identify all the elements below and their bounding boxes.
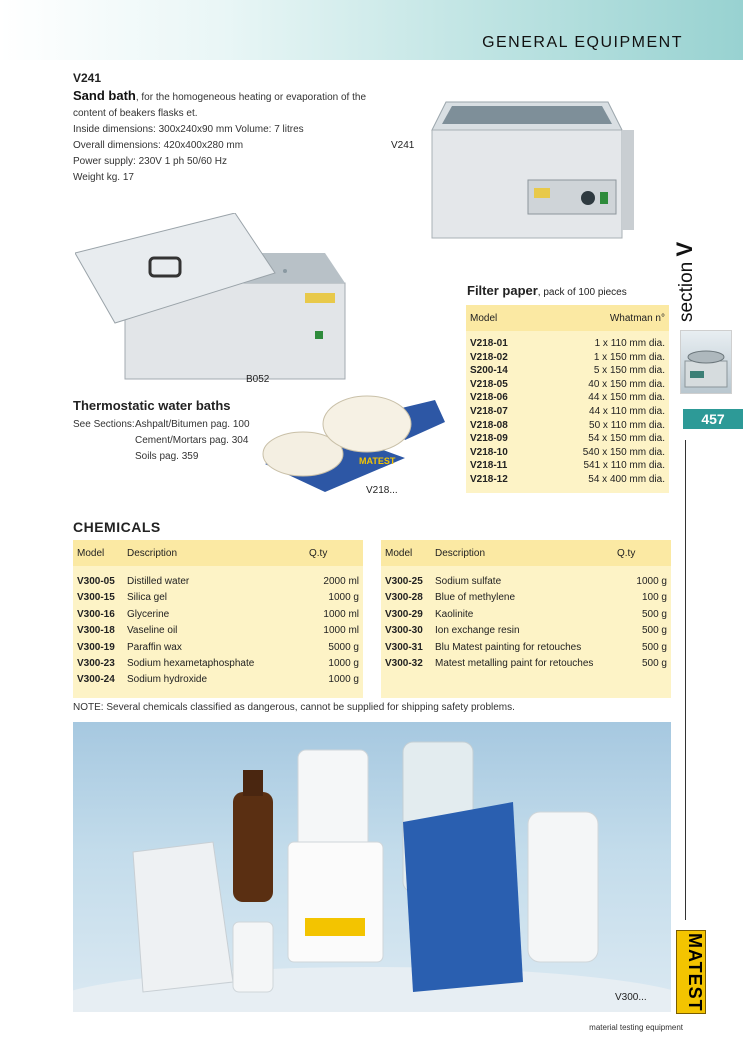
chemical-quantity: 1000 ml (323, 608, 359, 620)
filter-box-brand: MATEST (359, 456, 396, 466)
page-number: 457 (683, 409, 743, 429)
chemical-model: V300-29 (385, 608, 423, 620)
chemical-description: Sodium sulfate (435, 576, 502, 587)
chemicals-table-left (73, 540, 363, 698)
chemical-model: V300-19 (77, 641, 115, 653)
filter-model: V218-12 (470, 473, 508, 485)
image-label-v241: V241 (391, 140, 415, 151)
chemical-row (77, 656, 359, 672)
chemical-quantity: 100 g (641, 592, 667, 604)
chemical-model: V300-23 (77, 657, 115, 669)
filter-model: V218-11 (470, 460, 508, 472)
filter-row (470, 405, 665, 419)
filter-col-model: Model (470, 312, 498, 324)
filter-paper-title-text: Filter paper (467, 283, 538, 298)
chemical-model: V300-18 (77, 625, 115, 637)
chemical-model: V300-28 (385, 592, 423, 604)
weight: Weight kg. 17 (73, 172, 134, 183)
balance-icon (681, 331, 731, 393)
filter-paper-image (255, 392, 445, 504)
sand-bath-title: Sand bath (73, 88, 136, 103)
chemical-model: V300-05 (77, 576, 115, 587)
chemical-row (385, 607, 667, 623)
filter-size: 1 x 110 mm dia. (594, 338, 665, 349)
chemical-description: Sodium hydroxide (127, 674, 208, 686)
chemicals-title: CHEMICALS (73, 519, 161, 535)
footer-tagline: material testing equipment (589, 1023, 683, 1032)
power-supply: Power supply: 230V 1 ph 50/60 Hz (73, 156, 227, 167)
chemical-quantity: 1000 g (328, 657, 359, 669)
water-bath-image (75, 213, 355, 383)
image-label-v300: V300... (615, 992, 647, 1003)
chemical-row (385, 656, 667, 672)
chemical-quantity: 1000 g (636, 576, 667, 587)
filter-row (470, 432, 665, 446)
chemical-quantity: 500 g (641, 608, 667, 620)
chem-col-model: Model (77, 547, 105, 559)
chemical-quantity: 1000 ml (323, 625, 359, 637)
section-label (672, 242, 698, 322)
chemicals-table-right (381, 540, 671, 698)
chem-left-header (73, 540, 363, 566)
chemical-row (77, 574, 359, 590)
filter-row (470, 473, 665, 487)
chemical-row (77, 607, 359, 623)
chemical-quantity: 500 g (641, 625, 667, 637)
filter-row (470, 391, 665, 405)
image-label-b052: B052 (246, 374, 270, 385)
filter-row (470, 446, 665, 460)
chemical-description: Glycerine (127, 608, 170, 620)
chemical-model: V300-31 (385, 641, 423, 653)
chem-col-qty: Q.ty (617, 547, 636, 559)
filter-model: V218-09 (470, 433, 508, 445)
chem-col-desc: Description (435, 547, 486, 559)
product-code-v241: V241 (73, 71, 102, 85)
ref-soils: Soils pag. 359 (135, 451, 199, 462)
chemical-row (77, 623, 359, 639)
chemical-description: Vaseline oil (127, 625, 178, 637)
inside-dimensions: Inside dimensions: 300x240x90 mm Volume: 7 litres (73, 124, 304, 135)
chemical-quantity: 500 g (641, 641, 667, 653)
chem-col-desc: Description (127, 547, 178, 559)
chemical-description: Matest metalling paint for retouches (435, 657, 594, 669)
side-rule (685, 440, 686, 920)
section-thumbnail (680, 330, 732, 394)
filter-model: V218-08 (470, 419, 508, 431)
filter-size: 54 x 400 mm dia. (588, 473, 665, 485)
filter-row (470, 459, 665, 473)
chem-left-body (73, 566, 363, 695)
image-label-v218: V218... (366, 485, 398, 496)
chemical-row (385, 623, 667, 639)
chem-col-qty: Q.ty (309, 547, 328, 559)
chem-right-header (381, 540, 671, 566)
chemical-row (385, 574, 667, 590)
chemical-description: Distilled water (127, 576, 190, 587)
chemical-description: Kaolinite (435, 608, 474, 620)
chemical-model: V300-16 (77, 608, 115, 620)
filter-model: V218-06 (470, 392, 508, 404)
chemical-model: V300-15 (77, 592, 115, 604)
chemical-description: Blu Matest painting for retouches (435, 641, 582, 653)
filter-size: 50 x 110 mm dia. (589, 419, 665, 431)
shipping-note: NOTE: Several chemicals classified as dangerous, cannot be supplied for shipping safety problems. (73, 702, 515, 713)
chemical-quantity: 1000 g (328, 674, 359, 686)
overall-dimensions: Overall dimensions: 420x400x280 mm (73, 140, 244, 151)
chemical-description: Paraffin wax (127, 641, 182, 653)
filter-row (470, 419, 665, 433)
section-word: section (676, 261, 697, 322)
filter-table-header (466, 305, 669, 331)
filter-model: S200-14 (470, 365, 508, 377)
filter-size: 540 x 150 mm dia. (582, 446, 665, 458)
see-sections-label: See Sections: (73, 419, 135, 430)
chemical-quantity: 500 g (641, 657, 667, 669)
filter-size: 541 x 110 mm dia. (583, 460, 665, 472)
chemical-quantity: 2000 ml (323, 576, 359, 587)
filter-model: V218-05 (470, 378, 508, 390)
chemical-model: V300-30 (385, 625, 423, 637)
filter-model: V218-01 (470, 338, 508, 349)
sand-bath-image (416, 72, 638, 248)
filter-size: 40 x 150 mm dia. (588, 378, 665, 390)
filter-model: V218-07 (470, 405, 508, 417)
brand-logo-text: MATEST (685, 933, 705, 1012)
chemical-row (77, 590, 359, 606)
sand-bath-title-suffix: , for the homogeneous heating or evaporation of the content of beakers flasks et. (73, 92, 367, 119)
filter-paper-title (467, 283, 627, 298)
chem-col-model: Model (385, 547, 413, 559)
filter-size: 44 x 110 mm dia. (589, 405, 665, 417)
filter-col-whatman: Whatman n° (609, 312, 665, 324)
filter-row (470, 351, 665, 365)
chemical-model: V300-25 (385, 576, 423, 587)
ref-asphalt: Ashpalt/Bitumen pag. 100 (135, 419, 250, 430)
page-header-title: GENERAL EQUIPMENT (482, 34, 683, 51)
filter-model: V218-10 (470, 446, 508, 458)
thermo-references (73, 417, 250, 462)
chemical-model: V300-24 (77, 674, 115, 686)
sand-bath-description (73, 88, 373, 186)
chemical-row (77, 640, 359, 656)
filter-paper-subtitle: , pack of 100 pieces (537, 287, 627, 298)
chem-right-body (381, 566, 671, 678)
ref-cement: Cement/Mortars pag. 304 (135, 435, 249, 446)
chemical-description: Sodium hexametaphosphate (127, 657, 255, 669)
chemicals-photo-drawing (73, 722, 671, 1012)
chemical-description: Blue of methylene (435, 592, 516, 604)
filter-size: 5 x 150 mm dia. (593, 365, 665, 377)
chemical-row (385, 640, 667, 656)
filter-size: 44 x 150 mm dia. (588, 392, 665, 404)
filter-model: V218-02 (470, 351, 508, 363)
chemical-description: Silica gel (127, 592, 168, 604)
filter-size: 54 x 150 mm dia. (588, 433, 665, 445)
filter-row (470, 378, 665, 392)
brand-logo (676, 930, 706, 1014)
filter-table-body (466, 331, 669, 493)
filter-row (470, 337, 665, 351)
thermo-baths-title: Thermostatic water baths (73, 398, 231, 413)
chemical-description: Ion exchange resin (435, 625, 520, 637)
chemical-quantity: 5000 g (328, 641, 359, 653)
chemical-model: V300-32 (385, 657, 423, 669)
chemical-quantity: 1000 g (328, 592, 359, 604)
chemical-row (385, 590, 667, 606)
chemical-row (77, 672, 359, 688)
section-letter: V (672, 241, 697, 257)
chemicals-photo (73, 722, 671, 1012)
filter-row (470, 364, 665, 378)
filter-paper-table (466, 305, 669, 493)
filter-size: 1 x 150 mm dia. (593, 351, 665, 363)
